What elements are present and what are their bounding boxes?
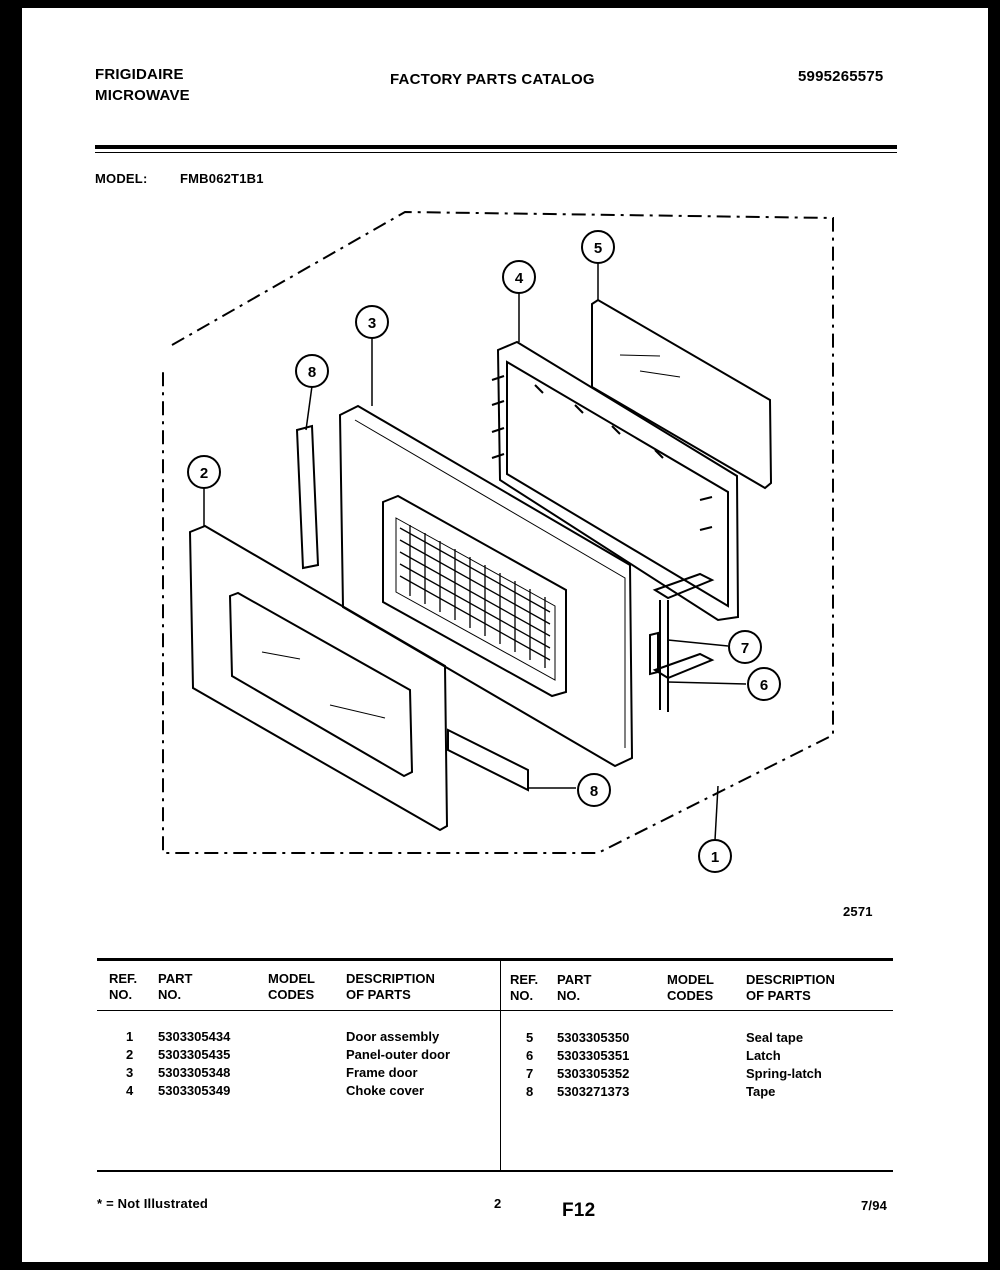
header-part-right: PART NO. [557, 972, 592, 1003]
callout-8-bottom: 8 [589, 783, 599, 800]
callout-5: 5 [593, 240, 603, 257]
header-codes-right: MODEL CODES [667, 972, 714, 1003]
header-ref: REF. NO. [109, 971, 138, 1002]
row-part: 5303305348 [158, 1065, 231, 1080]
row-part: 5303305349 [158, 1083, 231, 1098]
callout-3: 3 [367, 315, 377, 332]
table-top-rule [97, 958, 893, 961]
model-label: MODEL: [95, 171, 148, 186]
catalog-number: 5995265575 [798, 68, 884, 85]
callout-4: 4 [514, 270, 524, 287]
page-number: 2 [494, 1196, 502, 1211]
brand-name: FRIGIDAIRE [95, 66, 184, 83]
footnote: * = Not Illustrated [97, 1196, 209, 1211]
section-code: F12 [562, 1200, 596, 1221]
row-ref: 8 [526, 1084, 534, 1099]
row-ref: 2 [126, 1047, 134, 1062]
header-ref-right: REF. NO. [510, 972, 539, 1003]
row-ref: 5 [526, 1030, 534, 1045]
row-ref: 4 [126, 1083, 134, 1098]
revision-date: 7/94 [861, 1198, 888, 1213]
callout-6: 6 [759, 677, 769, 694]
outer-panel-part [190, 526, 447, 830]
figure-number: 2571 [843, 904, 873, 919]
row-ref: 6 [526, 1048, 534, 1063]
row-part: 5303305435 [158, 1047, 231, 1062]
row-desc: Panel-outer door [346, 1047, 451, 1062]
tape-vertical-part [297, 426, 318, 568]
row-desc: Tape [746, 1084, 776, 1099]
row-part: 5303305434 [158, 1029, 231, 1044]
row-ref: 7 [526, 1066, 534, 1081]
callout-1: 1 [710, 849, 720, 866]
table-divider [500, 961, 501, 1171]
header-desc-right: DESCRIPTION OF PARTS [746, 972, 835, 1003]
row-ref: 1 [126, 1029, 134, 1044]
choke-mesh [400, 525, 550, 668]
row-desc: Door assembly [346, 1029, 440, 1044]
row-part: 5303305350 [557, 1030, 630, 1045]
row-part: 5303305352 [557, 1066, 630, 1081]
table-header-rule [97, 1010, 893, 1011]
header-codes: MODEL CODES [268, 971, 315, 1002]
callout-8-top: 8 [307, 364, 317, 381]
choke-cover-part [492, 342, 738, 620]
leader-lines [204, 262, 746, 840]
row-ref: 3 [126, 1065, 134, 1080]
header-desc: DESCRIPTION OF PARTS [346, 971, 435, 1002]
row-part: 5303271373 [557, 1084, 630, 1099]
model-number: FMB062T1B1 [180, 171, 264, 186]
row-desc: Seal tape [746, 1030, 804, 1045]
frame-door-part [340, 406, 632, 766]
callout-circles [188, 231, 780, 872]
assembly-boundary [163, 212, 833, 853]
header-part: PART NO. [158, 971, 193, 1002]
tape-bottom-part [448, 730, 528, 790]
callout-7: 7 [740, 640, 750, 657]
page-title: FACTORY PARTS CATALOG [390, 71, 595, 88]
row-part: 5303305351 [557, 1048, 630, 1063]
row-desc: Latch [746, 1048, 781, 1063]
table-bottom-rule [97, 1170, 893, 1172]
row-desc: Choke cover [346, 1083, 425, 1098]
callout-2: 2 [199, 465, 209, 482]
row-desc: Frame door [346, 1065, 418, 1080]
row-desc: Spring-latch [746, 1066, 822, 1081]
seal-tape-part [592, 300, 771, 488]
product-name: MICROWAVE [95, 87, 190, 104]
